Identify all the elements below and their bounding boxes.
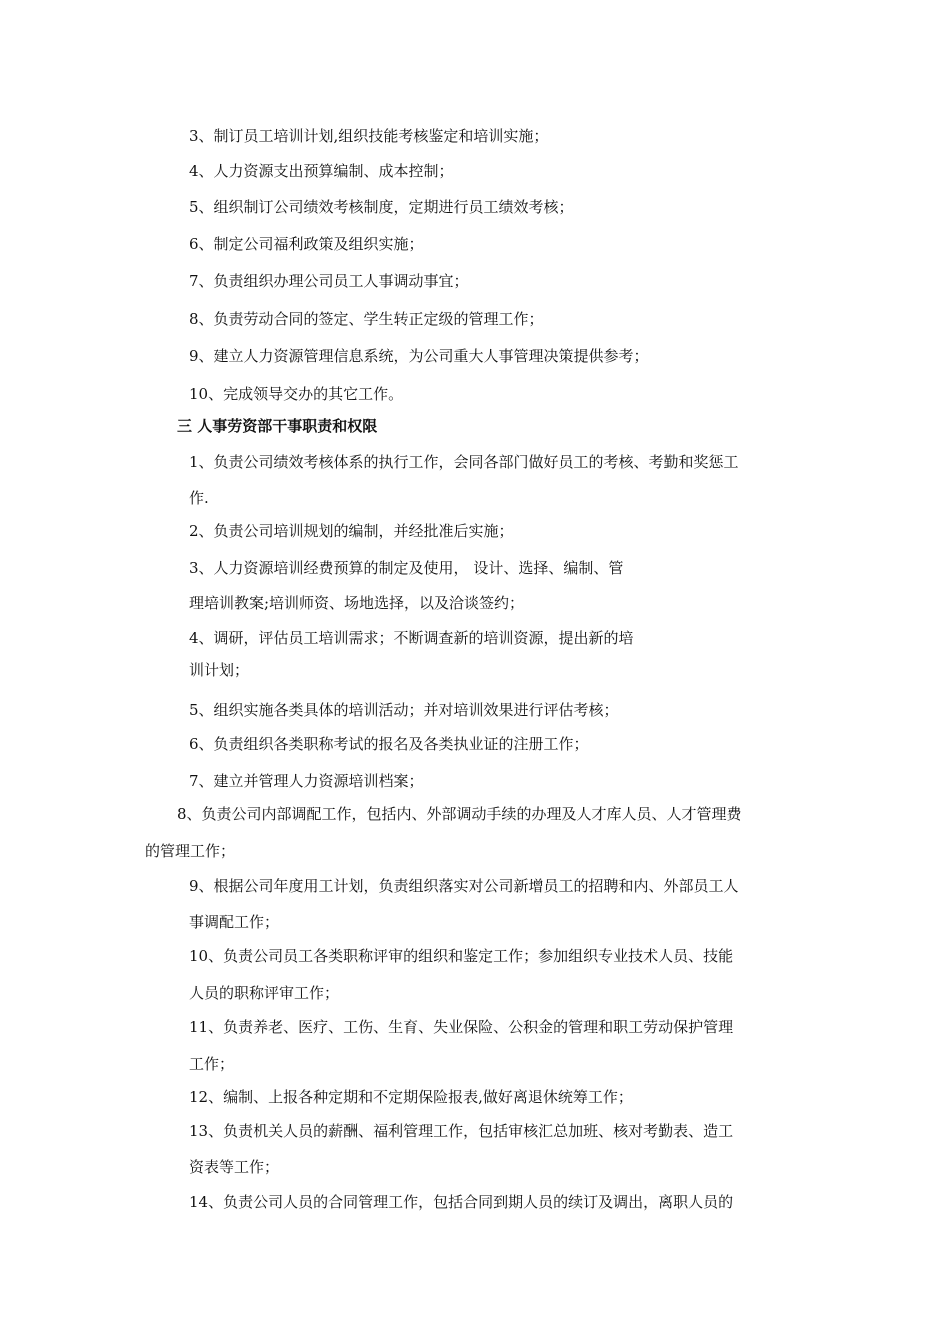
clerk-item-11: 11、负责养老、医疗、工伤、生育、失业保险、公积金的管理和职工劳动保护管理 bbox=[189, 1018, 734, 1036]
duty-item-4: 4、人力资源支出预算编制、成本控制； bbox=[189, 162, 454, 180]
clerk-item-13: 13、负责机关人员的薪酬、福利管理工作，包括审核汇总加班、核对考勤表、造工 bbox=[189, 1122, 734, 1140]
section-heading: 三 人事劳资部干事职责和权限 bbox=[177, 417, 378, 435]
clerk-item-9-cont: 事调配工作； bbox=[189, 913, 280, 931]
clerk-item-5: 5、组织实施各类具体的培训活动；并对培训效果进行评估考核； bbox=[189, 701, 619, 719]
clerk-item-10-cont: 人员的职称评审工作； bbox=[189, 984, 340, 1002]
clerk-item-6: 6、负责组织各类职称考试的报名及各类执业证的注册工作； bbox=[189, 735, 589, 753]
duty-item-8: 8、负责劳动合同的签定、学生转正定级的管理工作； bbox=[189, 310, 544, 328]
duty-item-5: 5、组织制订公司绩效考核制度，定期进行员工绩效考核； bbox=[189, 198, 574, 216]
clerk-item-10: 10、负责公司员工各类职称评审的组织和鉴定工作；参加组织专业技术人员、技能 bbox=[189, 947, 734, 965]
clerk-item-1-cont: 作. bbox=[189, 489, 209, 507]
clerk-item-2: 2、负责公司培训规划的编制，并经批准后实施； bbox=[189, 522, 514, 540]
clerk-item-3: 3、人力资源培训经费预算的制定及使用， 设计、选择、编制、管 bbox=[189, 559, 624, 577]
clerk-item-9: 9、根据公司年度用工计划，负责组织落实对公司新增员工的招聘和内、外部员工人 bbox=[189, 877, 739, 895]
clerk-item-8-cont: 的管理工作； bbox=[145, 842, 236, 860]
duty-item-6: 6、制定公司福利政策及组织实施； bbox=[189, 235, 424, 253]
duty-item-7: 7、负责组织办理公司员工人事调动事宜； bbox=[189, 272, 469, 290]
clerk-item-3-cont: 理培训教案;培训师资、场地选择，以及洽谈签约； bbox=[189, 594, 525, 612]
duty-item-3: 3、制订员工培训计划,组织技能考核鉴定和培训实施； bbox=[189, 127, 549, 145]
clerk-item-14: 14、负责公司人员的合同管理工作，包括合同到期人员的续订及调出，离职人员的 bbox=[189, 1193, 734, 1211]
clerk-item-11-cont: 工作； bbox=[189, 1055, 235, 1073]
clerk-item-7: 7、建立并管理人力资源培训档案； bbox=[189, 772, 424, 790]
clerk-item-4-cont: 训计划； bbox=[189, 661, 250, 679]
clerk-item-4: 4、调研，评估员工培训需求；不断调查新的培训资源，提出新的培 bbox=[189, 629, 634, 647]
duty-item-10: 10、完成领导交办的其它工作。 bbox=[189, 385, 404, 403]
duty-item-9: 9、建立人力资源管理信息系统，为公司重大人事管理决策提供参考； bbox=[189, 347, 649, 365]
clerk-item-1: 1、负责公司绩效考核体系的执行工作，会同各部门做好员工的考核、考勤和奖惩工 bbox=[189, 453, 739, 471]
clerk-item-12: 12、编制、上报各种定期和不定期保险报表,做好离退休统筹工作； bbox=[189, 1088, 633, 1106]
clerk-item-8: 8、负责公司内部调配工作，包括内、外部调动手续的办理及人才库人员、人才管理费 bbox=[177, 805, 742, 823]
clerk-item-13-cont: 资表等工作； bbox=[189, 1158, 280, 1176]
